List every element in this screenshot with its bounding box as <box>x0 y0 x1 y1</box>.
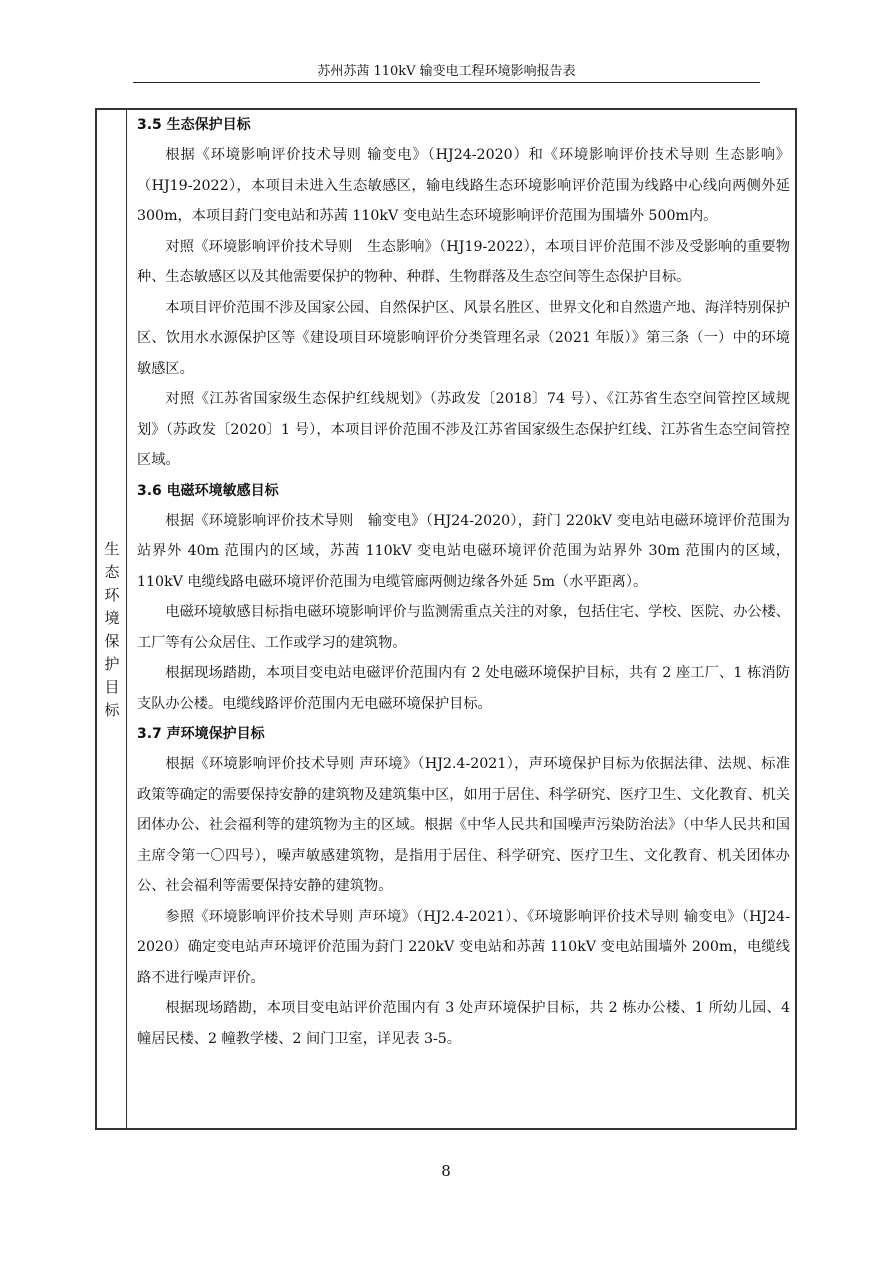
side-label-char: 护 <box>104 655 120 673</box>
side-label-char: 生 <box>104 540 120 558</box>
paragraph: 电磁环境敏感目标指电磁环境影响评价与监测需重点关注的对象，包括住宅、学校、医院、办公楼、工厂等有公众居住、工作或学习的建筑物。 <box>137 604 790 651</box>
side-label-char: 态 <box>104 563 120 581</box>
paragraph: 本项目评价范围不涉及国家公园、自然保护区、风景名胜区、世界文化和自然遗产地、海洋特别保护区、饮用水水源保护区等《建设项目环境影响评价分类管理名录（2021 年版）》第三条（一）中的环境敏感区。 <box>137 299 790 377</box>
content-cell <box>137 110 790 1054</box>
side-label-char: 境 <box>104 609 120 627</box>
paragraph: 对照《环境影响评价技术导则 生态影响》（HJ19-2022），本项目评价范围不涉及受影响的重要物种、生态敏感区以及其他需要保护的物种、种群、生物群落及生态空间等生态保护目标。 <box>137 238 790 285</box>
paragraph: 根据《环境影响评价技术导则 声环境》（HJ2.4-2021），声环境保护目标为依据法律、法规、标准政策等确定的需要保持安静的建筑物及建筑集中区，如用于居住、科学研究、医疗卫生、文化教育、机关团体办公、社会福利等的建筑物为主的区域。根据《中华人民共和国噪声污染防治法》（中华人民共和国主席令第一〇四号），噪声敏感建筑物，是指用于居住、科学研究、医疗卫生、文化教育、机关团体办公、社会福利等需要保持安静的建筑物。 <box>137 756 790 894</box>
side-label <box>97 538 127 722</box>
page-number: 8 <box>441 1162 451 1180</box>
side-label-column <box>97 110 127 1128</box>
paragraph: 参照《环境影响评价技术导则 声环境》（HJ2.4-2021）、《环境影响评价技术导则 输变电》（HJ24-2020）确定变电站声环境评价范围为葑门 220kV 变电站和苏茜 110kV 变电站围墙外 200m，电缆线路不进行噪声评价。 <box>137 908 790 986</box>
section-heading: 3.7 声环境保护目标 <box>137 726 265 742</box>
section-heading: 3.6 电磁环境敏感目标 <box>137 482 279 499</box>
side-label-char: 保 <box>104 632 120 650</box>
side-label-char: 目 <box>104 678 120 696</box>
paragraph: 对照《江苏省国家级生态保护红线规划》（苏政发〔2018〕74 号）、《江苏省生态空间管控区域规划》（苏政发〔2020〕1 号），本项目评价范围不涉及江苏省国家级生态保护红线、江苏省生态空间管控区域。 <box>137 391 790 468</box>
paragraph: 根据现场踏勘，本项目变电站评价范围内有 3 处声环境保护目标，共 2 栋办公楼、1 所幼儿园、4 幢居民楼、2 幢教学楼、2 间门卫室，详见表 3-5。 <box>137 1000 790 1047</box>
section-electromagnetic <box>137 476 790 720</box>
section-heading: 3.5 生态保护目标 <box>137 117 251 133</box>
paragraph: 根据《环境影响评价技术导则 输变电》（HJ24-2020）和《环境影响评价技术导则 生态影响》（HJ19-2022），本项目未进入生态敏感区，输电线路生态环境影响评价范围为线路中心线向两侧外延 300m，本项目葑门变电站和苏茜 110kV 变电站生态环境影响评价范围为围墙外 500m内。 <box>137 147 790 224</box>
section-ecology <box>137 110 790 476</box>
content-table <box>95 108 797 1130</box>
side-label-char: 标 <box>104 701 120 719</box>
side-label-char: 环 <box>104 586 120 604</box>
paragraph: 根据现场踏勘，本项目变电站电磁评价范围内有 2 处电磁环境保护目标，共有 2 座工厂、1 栋消防支队办公楼。电缆线路评价范围内无电磁环境保护目标。 <box>137 665 790 712</box>
section-acoustic <box>137 719 790 1054</box>
running-header: 苏州苏茜 110kV 输变电工程环境影响报告表 <box>133 62 760 83</box>
paragraph: 根据《环境影响评价技术导则 输变电》（HJ24-2020），葑门 220kV 变电站电磁环境评价范围为站界外 40m 范围内的区域，苏茜 110kV 变电站电磁环境评价范围为站界外 30m 范围内的区域，110kV 电缆线路电磁环境评价范围为电缆管廊两侧边缘各外延 5m（水平距离）。 <box>137 512 790 590</box>
